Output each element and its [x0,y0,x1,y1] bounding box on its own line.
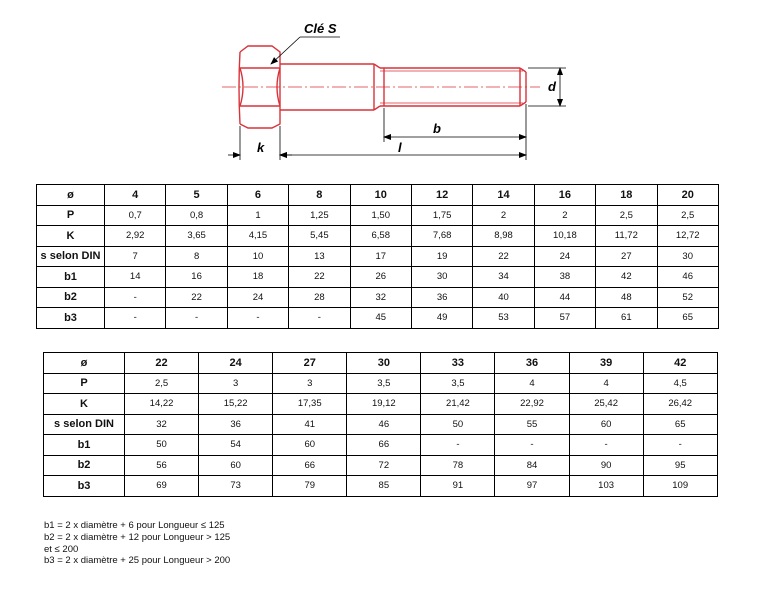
table-row [37,308,719,329]
table-cell: 55 [495,414,569,435]
table-cell: 19 [411,246,472,267]
table-cell: 3 [273,373,347,394]
table-cell: 3,5 [347,373,421,394]
table-cell: 24 [227,287,288,308]
table-cell: - [105,308,166,329]
table-cell: 30 [657,246,718,267]
table-cell: 17,35 [273,394,347,415]
table-cell: 3,5 [421,373,495,394]
diameter-column-header: 36 [495,353,569,374]
table-cell: 17 [350,246,411,267]
notes [44,520,230,567]
diameter-column-header: 39 [569,353,643,374]
diameter-column-header: 30 [347,353,421,374]
diameter-column-header: 12 [411,185,472,206]
table-row [44,373,718,394]
table-row [44,455,718,476]
table-cell: 45 [350,308,411,329]
table-cell: 85 [347,476,421,497]
table-cell: 44 [534,287,595,308]
table-cell: 14 [105,267,166,288]
diameter-header: ø [37,185,105,206]
table-cell: 1 [227,205,288,226]
table-cell: 91 [421,476,495,497]
dimension-table-2 [43,352,718,497]
table-cell: 21,42 [421,394,495,415]
table-cell: - [421,435,495,456]
table-cell: 1,50 [350,205,411,226]
table-cell: - [643,435,717,456]
table-cell: 49 [411,308,472,329]
row-label: K [37,226,105,247]
table-cell: 66 [273,455,347,476]
table-cell: 0,7 [105,205,166,226]
table-cell: 60 [273,435,347,456]
table-cell: 53 [473,308,534,329]
table-cell: 97 [495,476,569,497]
table-cell: 36 [199,414,273,435]
table-cell: 109 [643,476,717,497]
table-cell: 52 [657,287,718,308]
table-cell: 73 [199,476,273,497]
table-cell: 36 [411,287,472,308]
diameter-column-header: 8 [289,185,350,206]
table-cell: 2,5 [596,205,657,226]
row-label: b1 [37,267,105,288]
table-cell: 22 [289,267,350,288]
table-cell: 5,45 [289,226,350,247]
table-cell: 4,15 [227,226,288,247]
table-cell: 48 [596,287,657,308]
row-label: b1 [44,435,125,456]
table-cell: 12,72 [657,226,718,247]
table-cell: 18 [227,267,288,288]
row-label: b2 [44,455,125,476]
table-cell: 78 [421,455,495,476]
diameter-label: d [548,79,556,94]
table-row [44,476,718,497]
key-size-label: Clé S [304,21,337,36]
table-cell: 57 [534,308,595,329]
table-cell: 65 [643,414,717,435]
table-cell: 24 [534,246,595,267]
table-cell: 14,22 [125,394,199,415]
row-label: P [44,373,125,394]
table-cell: 69 [125,476,199,497]
table-cell: 7 [105,246,166,267]
row-label: s selon DIN [44,414,125,435]
table-cell: 56 [125,455,199,476]
note-b1: b1 = 2 x diamètre + 6 pour Longueur ≤ 125 [44,520,225,531]
table-cell: 22 [473,246,534,267]
table-cell: 1,25 [289,205,350,226]
table-cell: 95 [643,455,717,476]
table-cell: 16 [166,267,227,288]
diameter-column-header: 20 [657,185,718,206]
diameter-column-header: 42 [643,353,717,374]
row-label: s selon DIN [37,246,105,267]
dimension-table-1 [36,184,719,329]
table-cell: 22,92 [495,394,569,415]
diameter-column-header: 33 [421,353,495,374]
table-cell: 32 [125,414,199,435]
table-cell: 61 [596,308,657,329]
table-header-row [37,185,719,206]
table-cell: 13 [289,246,350,267]
table-cell: 7,68 [411,226,472,247]
table-row [44,414,718,435]
table-cell: 3,65 [166,226,227,247]
table-cell: 19,12 [347,394,421,415]
table-row [37,205,719,226]
table-cell: 4 [569,373,643,394]
table-cell: 10,18 [534,226,595,247]
diameter-column-header: 4 [105,185,166,206]
table-cell: 8 [166,246,227,267]
diameter-header: ø [44,353,125,374]
table-cell: - [166,308,227,329]
table-cell: - [569,435,643,456]
table-cell: 60 [569,414,643,435]
table-cell: 41 [273,414,347,435]
table-cell: 42 [596,267,657,288]
table-cell: 15,22 [199,394,273,415]
note-b2-cont: et ≤ 200 [44,543,79,555]
table-cell: - [495,435,569,456]
diameter-column-header: 14 [473,185,534,206]
table-row [44,435,718,456]
table-cell: 8,98 [473,226,534,247]
diameter-column-header: 16 [534,185,595,206]
table-cell: 22 [166,287,227,308]
table-cell: 72 [347,455,421,476]
table-cell: 4,5 [643,373,717,394]
row-label: P [37,205,105,226]
table-cell: 50 [421,414,495,435]
table-cell: 54 [199,435,273,456]
note-b3: b3 = 2 x diamètre + 25 pour Longueur > 200 [44,555,231,567]
table-row [37,287,719,308]
table-cell: - [227,308,288,329]
table-row [37,267,719,288]
table-cell: 2,5 [125,373,199,394]
table-cell: 2,92 [105,226,166,247]
diameter-column-header: 18 [596,185,657,206]
table-row [44,394,718,415]
table-cell: 0,8 [166,205,227,226]
diameter-column-header: 6 [227,185,288,206]
table-cell: 25,42 [569,394,643,415]
table-cell: 2,5 [657,205,718,226]
table-cell: 46 [347,414,421,435]
length-label: l [398,140,402,155]
table-cell: 66 [347,435,421,456]
table-cell: 46 [657,267,718,288]
thread-length-label: b [433,121,441,136]
diameter-column-header: 10 [350,185,411,206]
table-cell: 32 [350,287,411,308]
table-cell: 26 [350,267,411,288]
table-row [37,246,719,267]
table-cell: 26,42 [643,394,717,415]
table-cell: 79 [273,476,347,497]
table-cell: 1,75 [411,205,472,226]
table-cell: 2 [534,205,595,226]
table-header-row [44,353,718,374]
table-cell: 11,72 [596,226,657,247]
table-cell: 28 [289,287,350,308]
table-cell: 60 [199,455,273,476]
diameter-column-header: 5 [166,185,227,206]
table-cell: 50 [125,435,199,456]
table-row [37,226,719,247]
table-cell: 6,58 [350,226,411,247]
table-cell: 2 [473,205,534,226]
table-cell: 3 [199,373,273,394]
table-cell: 65 [657,308,718,329]
row-label: b3 [44,476,125,497]
table-cell: 103 [569,476,643,497]
diameter-column-header: 22 [125,353,199,374]
table-cell: 30 [411,267,472,288]
table-cell: 34 [473,267,534,288]
table-cell: 38 [534,267,595,288]
diameter-column-header: 27 [273,353,347,374]
row-label: b3 [37,308,105,329]
table-cell: 27 [596,246,657,267]
table-cell: 40 [473,287,534,308]
table-cell: 4 [495,373,569,394]
note-b2: b2 = 2 x diamètre + 12 pour Longueur > 125 [44,531,231,543]
diameter-column-header: 24 [199,353,273,374]
head-height-label: k [257,140,265,155]
table-cell: 90 [569,455,643,476]
table-cell: 84 [495,455,569,476]
row-label: K [44,394,125,415]
table-cell: 10 [227,246,288,267]
table-cell: - [105,287,166,308]
row-label: b2 [37,287,105,308]
table-cell: - [289,308,350,329]
bolt-drawing [0,0,761,175]
